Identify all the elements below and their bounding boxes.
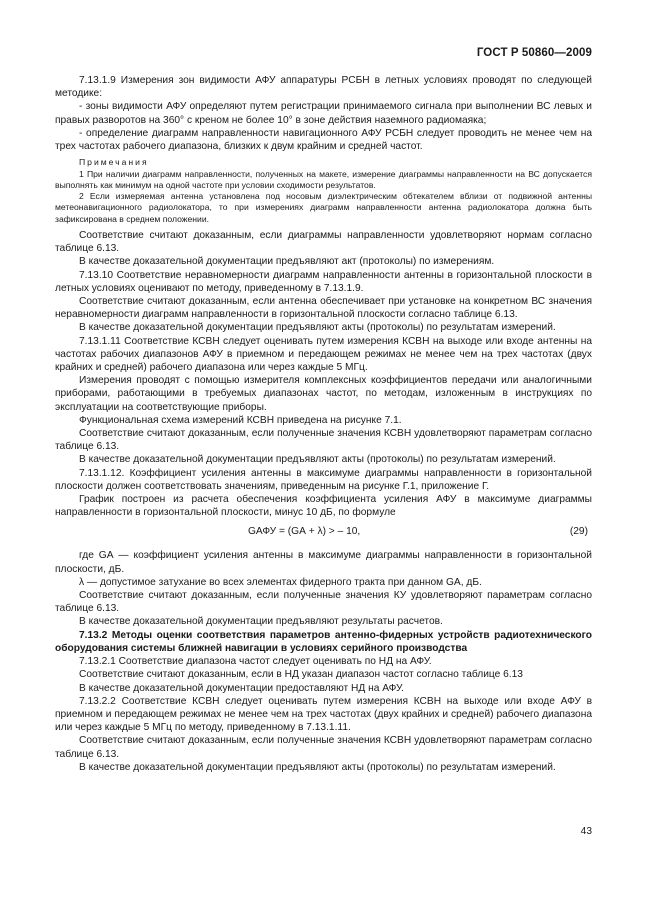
formula-number: (29) xyxy=(569,526,588,538)
paragraph: В качестве доказательной документации предъявляют акт (протоколы) по измерениям. xyxy=(79,256,495,268)
paragraph: - зоны видимости АФУ определяют путем регистрации принимаемого сигнала при выполнении ВС левых и правых разворотов на 360° с креном не более 10° в зоне действия наземного радиомаяка; xyxy=(55,101,592,126)
formula-expression: GАФУ = (GА + λ) > – 10, xyxy=(248,526,361,538)
paragraph: 7.13.2.1 Соответствие диапазона частот следует оценивать по НД на АФУ. xyxy=(79,656,432,668)
paragraph: λ — допустимое затухание во всех элементах фидерного тракта при данном GА, дБ. xyxy=(79,576,482,588)
paragraph: В качестве доказательной документации предъявляют акты (протоколы) по результатам измерений. xyxy=(79,454,556,466)
paragraph: Соответствие считают доказанным, если полученные значения КУ удовлетворяют параметрам согласно таблице 6.13. xyxy=(55,590,592,615)
paragraph: Соответствие считают доказанным, если полученные значения КСВН удовлетворяют параметрам согласно таблице 6.13. xyxy=(55,735,592,760)
paragraph: Функциональная схема измерений КСВН приведена на рисунке 7.1. xyxy=(79,414,402,426)
paragraph: 7.13.2.2 Соответствие КСВН следует оценивать путем измерения КСВН на выходе или входе АФУ в приемном и передающем режимах не менее чем на трех частотах (двух крайних и средней) рабочего диапазона или через каждые 5 МГц по методу, приведенному в 7.13.1.11. xyxy=(55,695,592,734)
paragraph: В качестве доказательной документации предъявляют акты (протоколы) по результатам измерений. xyxy=(79,761,556,773)
paragraph: Измерения проводят с помощью измерителя комплексных коэффициентов передачи или аналогичными приборами, работающими в требуемых диапазонах частот, по методам, изложенным в инструкциях по эксплуатации на соответствующие приборы. xyxy=(55,375,592,413)
standard-header: ГОСТ Р 50860—2009 xyxy=(476,47,592,59)
paragraph: 7.13.1.11 Соответствие КСВН следует оценивать путем измерения КСВН на выходе или входе антенны на частотах рабочих диапазонов АФУ в приемном и передающем режимах не менее чем на трех частотах (двух крайних и средней) рабочего диапазона или через каждые 5 МГц. xyxy=(55,335,592,374)
paragraph: Соответствие считают доказанным, если полученные значения КСВН удовлетворяют параметрам согласно таблице 6.13. xyxy=(55,428,592,453)
paragraph: В качестве доказательной документации предъявляют акты (протоколы) по результатам измерений. xyxy=(79,322,556,334)
note-item: 1 При наличии диаграмм направленности, полученных на макете, измерение диаграммы направленности на ВС допускается выполнять как минимум на одной частоте при условии сходимости результатов. xyxy=(55,168,592,190)
formula-29 xyxy=(55,523,592,545)
paragraph: Соответствие считают доказанным, если диаграммы направленности удовлетворяют нормам согласно таблице 6.13. xyxy=(55,230,592,255)
section-heading: 7.13.2 Методы оценки соответствия параметров антенно-фидерных устройств радиотехнического оборудования системы ближней навигации в условиях серийного производства xyxy=(55,629,592,654)
paragraph: где GА — коэффициент усиления антенны в максимуме диаграммы направленности в горизонтальной плоскости, дБ. xyxy=(55,550,592,575)
paragraph: В качестве доказательной документации предъявляют результаты расчетов. xyxy=(79,616,443,628)
page-number: 43 xyxy=(580,826,592,837)
document-body xyxy=(55,74,592,774)
paragraph: Соответствие считают доказанным, если в НД указан диапазон частот согласно таблице 6.13 xyxy=(79,669,523,681)
paragraph: - определение диаграмм направленности навигационного АФУ РСБН следует проводить не менее чем на трех частотах рабочего диапазона, близких к двум крайним и средней частот. xyxy=(55,127,592,153)
paragraph: 7.13.10 Соответствие неравномерности диаграмм направленности антенны в горизонтальной плоскости в летных условиях оценивают по методу, приведенному в 7.13.1.9. xyxy=(55,269,592,294)
paragraph: Соответствие считают доказанным, если антенна обеспечивает при установке на конкретном ВС значения неравномерности диаграмм направленности в горизонтальной плоскости согласно таблице 6.13. xyxy=(55,296,592,321)
paragraph: График построен из расчета обеспечения коэффициента усиления АФУ в максимуме диаграммы направленности в горизонтальной плоскости, минус 10 дБ, по формуле xyxy=(55,494,592,519)
notes-title: Примечания xyxy=(79,157,149,168)
paragraph: 7.13.1.9 Измерения зон видимости АФУ аппаратуры РСБН в летных условиях проводят по следующей методике: xyxy=(55,75,592,100)
notes-block xyxy=(55,157,592,225)
note-item: 2 Если измеряемая антенна установлена под носовым диэлектрическим обтекателем вблизи от подвижной антенны метеонавигационного радиолокатора, то при измерениях диаграмм направленности антенна радиолокатора должна быть зафиксирована в среднем положении. xyxy=(55,191,592,224)
paragraph: В качестве доказательной документации предоставляют НД на АФУ. xyxy=(79,682,404,694)
paragraph: 7.13.1.12. Коэффициент усиления антенны в максимуме диаграммы направленности в горизонтальной плоскости должен соответствовать значениям, приведенным на рисунке Г.1, приложение Г. xyxy=(55,467,592,492)
